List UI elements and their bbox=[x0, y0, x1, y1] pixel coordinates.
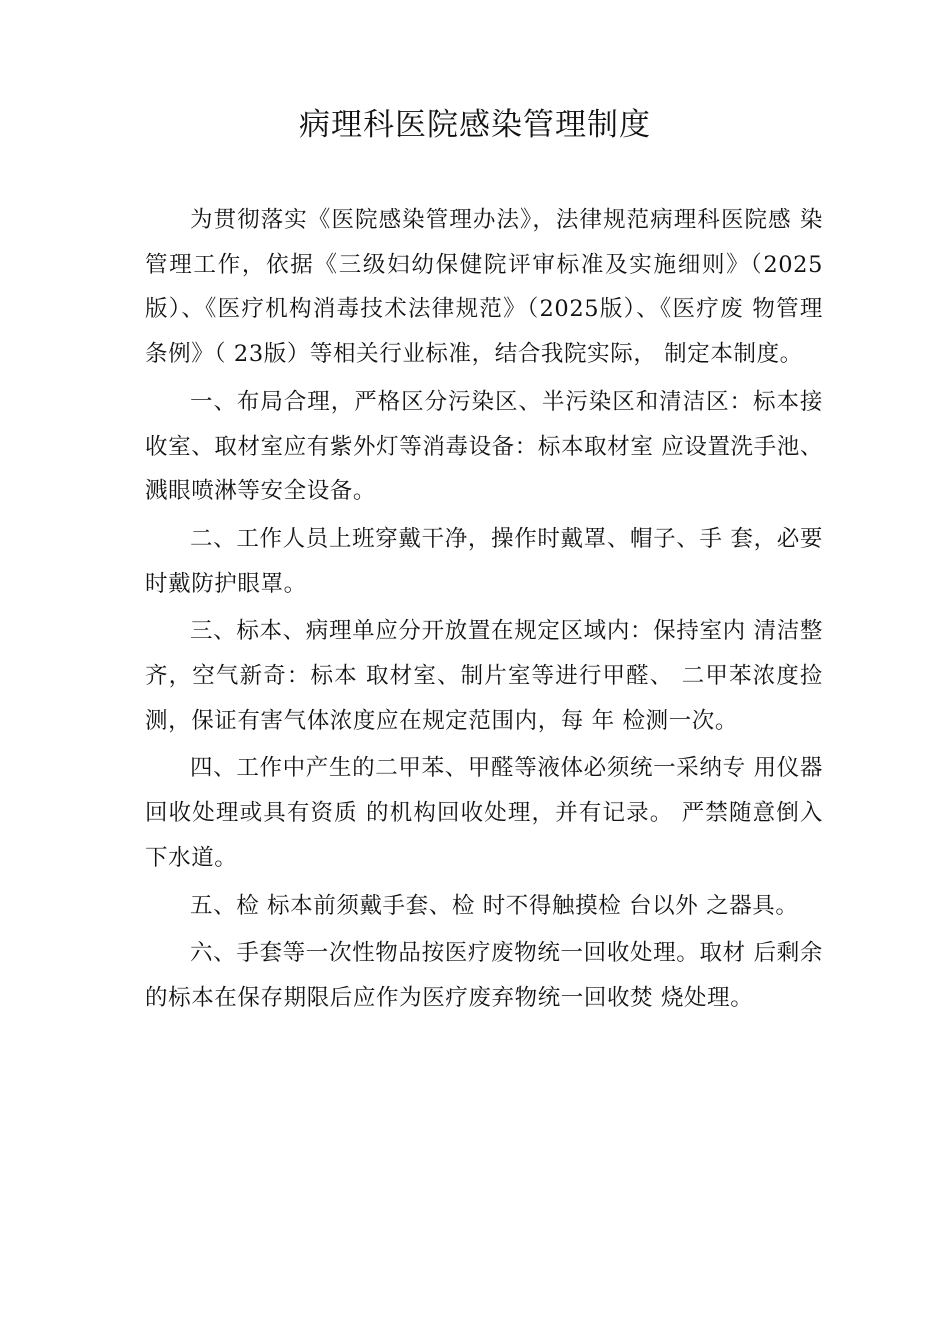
paragraph-liquid-disposal: 四、工作中产生的二甲苯、甲醛等液体必须统一采纳专 用仪器回收处理或具有资质 的机构回收处理，并有记录。 严禁随意倒入下水道。 bbox=[145, 755, 823, 871]
document-title: 病理科医院感染管理制度 bbox=[299, 107, 651, 143]
document-body bbox=[145, 198, 823, 1024]
paragraph-staff-protection: 二、工作人员上班穿戴干净，操作时戴罩、帽子、手 套，必要时戴防护眼罩。 bbox=[145, 525, 823, 597]
paragraph-specimen-storage: 三、标本、病理单应分开放置在规定区域内：保持室内 清洁整齐，空气新奇：标本 取材室、制片室等进行甲醛、 二甲苯浓度捡测，保证有害气体浓度应在规定范围内，每 年 检测一次。 bbox=[145, 618, 823, 734]
paragraph-waste-disposal: 六、手套等一次性物品按医疗废物统一回收处理。取材 后剩余的标本在保存期限后应作为医疗废弃物统一回收焚 烧处理。 bbox=[145, 940, 823, 1011]
paragraph-layout: 一、布局合理，严格区分污染区、半污染区和清洁区：标本接收室、取材室应有紫外灯等消毒设备：标本取材室 应设置洗手池、溅眼喷淋等安全设备。 bbox=[145, 388, 823, 505]
paragraph-intro: 为贯彻落实《医院感染管理办法》，法律规范病理科医院感 染管理工作，依据《三级妇幼保健院评审标准及实施细则》（2025版）、《医疗机构消毒技术法律规范》（2025版）、《医疗废 物管理条例》（ 23版）等相关行业标准，结合我院实际， 制定本制度。 bbox=[145, 207, 823, 368]
paragraph-gloves-rule: 五、检 标本前须戴手套、检 时不得触摸检 台以外 之器具。 bbox=[190, 892, 799, 919]
